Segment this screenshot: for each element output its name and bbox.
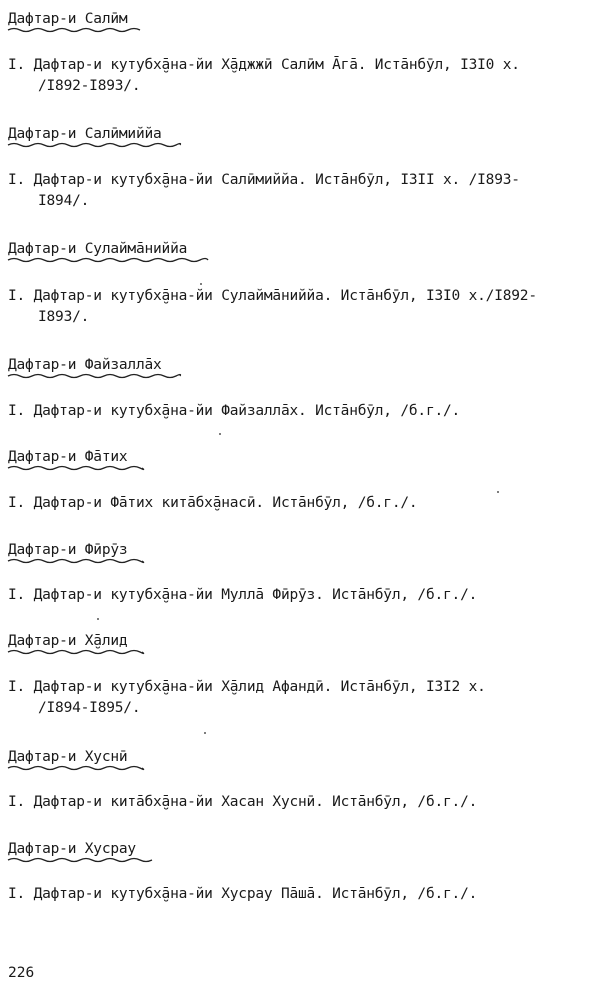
entry-heading	[8, 840, 136, 858]
entry-heading-text: Дафтар-и Салӣм	[8, 11, 128, 27]
entry-citation	[8, 493, 588, 514]
citation-continuation: /I894-I895/.	[38, 700, 141, 716]
entry-citation	[8, 401, 588, 422]
entry-heading	[8, 10, 127, 28]
page-number: 226	[8, 965, 35, 981]
scan-speck	[97, 618, 99, 620]
entry-heading	[8, 356, 162, 374]
citation-line: I. Дафтар-и кутубх̮āна-йи Хусрау Пāшā. Истāнбӯл, /б.г./.	[8, 886, 478, 902]
entry-citation	[8, 170, 588, 212]
entry-heading-text: Дафтар-и Салӣмиййа	[8, 126, 162, 142]
wavy-underline	[8, 857, 152, 863]
entry-citation	[8, 677, 588, 719]
scan-speck	[497, 491, 499, 493]
citation-line: I. Дафтар-и кутубх̮āна-йи Х̮āджжӣ Салӣм Āгā. Истāнбӯл, I3I0 х.	[8, 57, 520, 73]
entry-heading-text: Дафтар-и Х̮āлид	[8, 633, 128, 649]
citation-line: I. Дафтар-и кутубх̮āна-йи Сулаймāниййа. Истāнбӯл, I3I0 х./I892-	[8, 288, 537, 304]
entry-heading	[8, 240, 187, 258]
entry-citation	[8, 585, 588, 606]
entry-heading-text: Дафтар-и Фāтих	[8, 449, 128, 465]
wavy-underline	[8, 27, 140, 33]
entry-citation	[8, 55, 588, 97]
entry-heading-text: Дафтар-и Хуснӣ	[8, 749, 128, 765]
entry-heading	[8, 125, 162, 143]
wavy-underline	[8, 649, 142, 655]
entry-heading	[8, 541, 127, 559]
citation-line: I. Дафтар-и кутубх̮āна-йи Салӣмиййа. Истāнбӯл, I3II х. /I893-	[8, 172, 520, 188]
citation-continuation: /I892-I893/.	[38, 78, 141, 94]
citation-line: I. Дафтар-и кутубх̮āна-йи Файзаллāх. Истāнбӯл, /б.г./.	[8, 403, 461, 419]
citation-continuation: I893/.	[38, 309, 90, 325]
entry-heading	[8, 632, 127, 650]
entry-citation	[8, 286, 588, 328]
wavy-underline	[8, 373, 180, 379]
wavy-underline	[8, 142, 180, 148]
entry-heading-text: Дафтар-и Файзаллāх	[8, 357, 162, 373]
citation-line: I. Дафтар-и кутубх̮āна-йи Муллā Фӣрӯз. Истāнбӯл, /б.г./.	[8, 587, 478, 603]
citation-continuation: I894/.	[38, 193, 90, 209]
entry-heading-text: Дафтар-и Сулаймāниййа	[8, 241, 188, 257]
wavy-underline	[8, 765, 142, 771]
scan-speck	[219, 433, 221, 435]
entry-heading	[8, 448, 127, 466]
entry-heading-text: Дафтар-и Хусрау	[8, 841, 136, 857]
citation-line: I. Дафтар-и китāбх̮āна-йи Хасан Хуснӣ. Истāнбӯл, /б.г./.	[8, 794, 478, 810]
entry-citation	[8, 792, 588, 813]
wavy-underline	[8, 257, 208, 263]
entry-heading	[8, 748, 127, 766]
citation-line: I. Дафтар-и кутубх̮āна-йи Х̮āлид Афандӣ. Истāнбӯл, I3I2 х.	[8, 679, 486, 695]
citation-line: I. Дафтар-и Фāтих китāбх̮āнасӣ. Истāнбӯл, /б.г./.	[8, 495, 418, 511]
scan-speck	[200, 283, 202, 285]
wavy-underline	[8, 465, 142, 471]
scan-speck	[204, 732, 206, 734]
wavy-underline	[8, 558, 142, 564]
entry-citation	[8, 884, 588, 905]
entry-heading-text: Дафтар-и Фӣрӯз	[8, 542, 128, 558]
